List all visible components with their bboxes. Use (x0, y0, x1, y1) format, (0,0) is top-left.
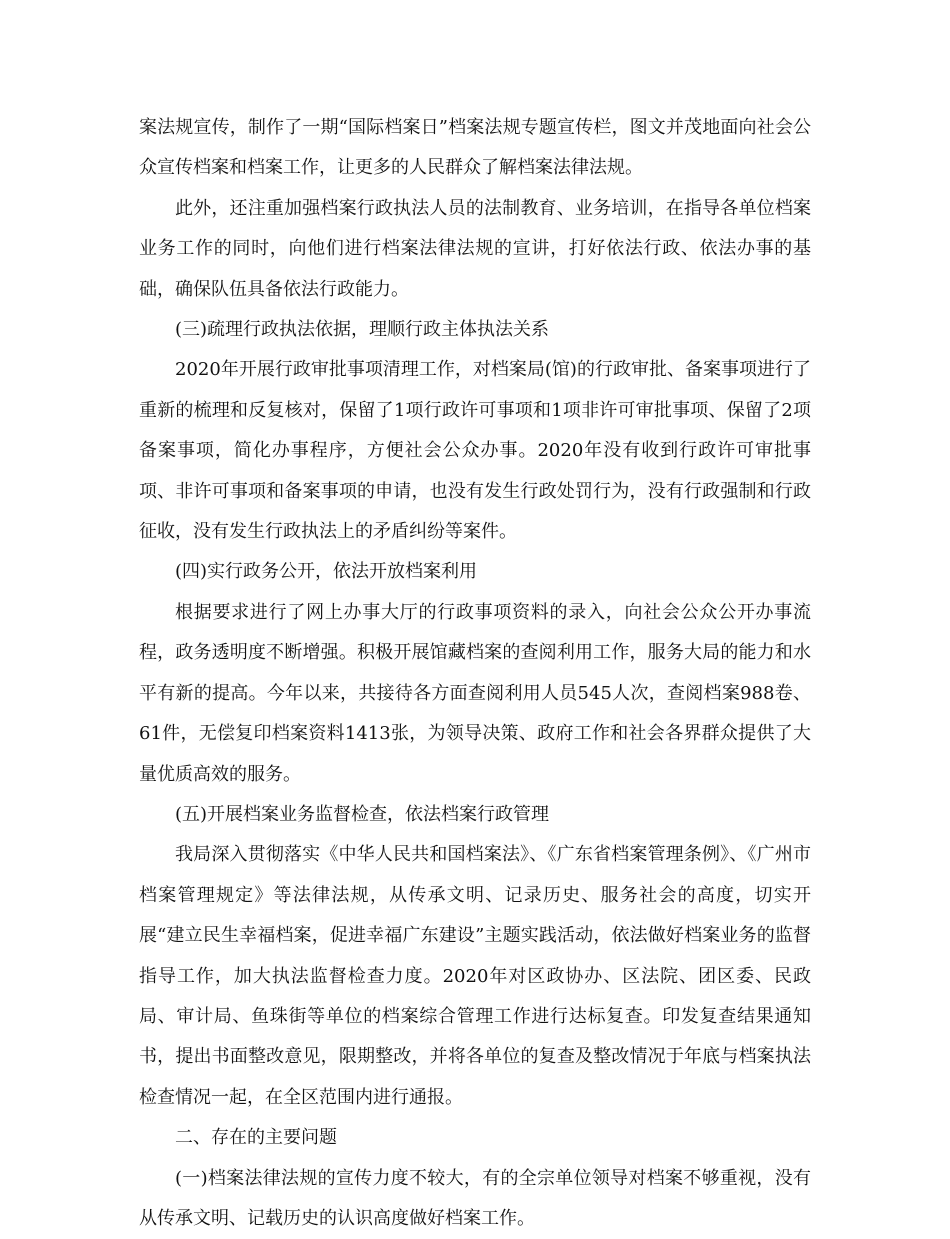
paragraph-promotion-continued: 案法规宣传，制作了一期“国际档案日”档案法规专题宣传栏，图文并茂地面向社会公众宣传档案和档案工作，让更多的人民群众了解档案法律法规。 (139, 117, 811, 179)
paragraph-staff-training: 此外，还注重加强档案行政执法人员的法制教育、业务培训，在指导各单位档案业务工作的同时，向他们进行档案法律法规的宣讲，打好依法行政、依法办事的基础，确保队伍具备依法行政能力。 (139, 197, 811, 300)
section-heading-4: (四)实行政务公开，依法开放档案利用 (175, 561, 478, 583)
paragraph-approval-cleanup: 2020年开展行政审批事项清理工作，对档案局(馆)的行政审批、备案事项进行了重新的梳理和反复核对，保留了1项行政许可事项和1项非许可审批事项、保留了2项备案事项，简化办事程序，方便社会公众办事。2020年没有收到行政许可审批事项、非许可事项和备案事项的申请，也没有发生行政处罚行为，没有行政强制和行政征收，没有发生行政执法上的矛盾纠纷等案件。 (139, 359, 811, 543)
paragraph-supervision: 我局深入贯彻落实《中华人民共和国档案法》、《广东省档案管理条例》、《广州市档案管理规定》等法律法规，从传承文明、记录历史、服务社会的高度，切实开展“建立民生幸福档案，促进幸福广东建设”主题实践活动，依法做好档案业务的监督指导工作，加大执法监督检查力度。2020年对区政协办、区法院、团区委、民政局、审计局、鱼珠街等单位的档案综合管理工作进行达标复查。印发复查结果通知书，提出书面整改意见，限期整改，并将各单位的复查及整改情况于年底与档案执法检查情况一起，在全区范围内进行通报。 (139, 844, 811, 1108)
document-body (139, 108, 811, 1239)
paragraph-open-government: 根据要求进行了网上办事大厅的行政事项资料的录入，向社会公众公开办事流程，政务透明度不断增强。积极开展馆藏档案的查阅利用工作，服务大局的能力和水平有新的提高。今年以来，共接待各方面查阅利用人员545人次，查阅档案988卷、61件，无偿复印档案资料1413张，为领导决策、政府工作和社会各界群众提供了大量优质高效的服务。 (139, 601, 811, 785)
paragraph-problem-1: (一)档案法律法规的宣传力度不较大，有的全宗单位领导对档案不够重视，没有从传承文明、记载历史的认识高度做好档案工作。 (139, 1167, 811, 1229)
section-heading-5: (五)开展档案业务监督检查，依法档案行政管理 (175, 803, 550, 825)
section-heading-problems: 二、存在的主要问题 (175, 1127, 337, 1149)
section-heading-3: (三)疏理行政执法依据，理顺行政主体执法关系 (175, 319, 550, 341)
